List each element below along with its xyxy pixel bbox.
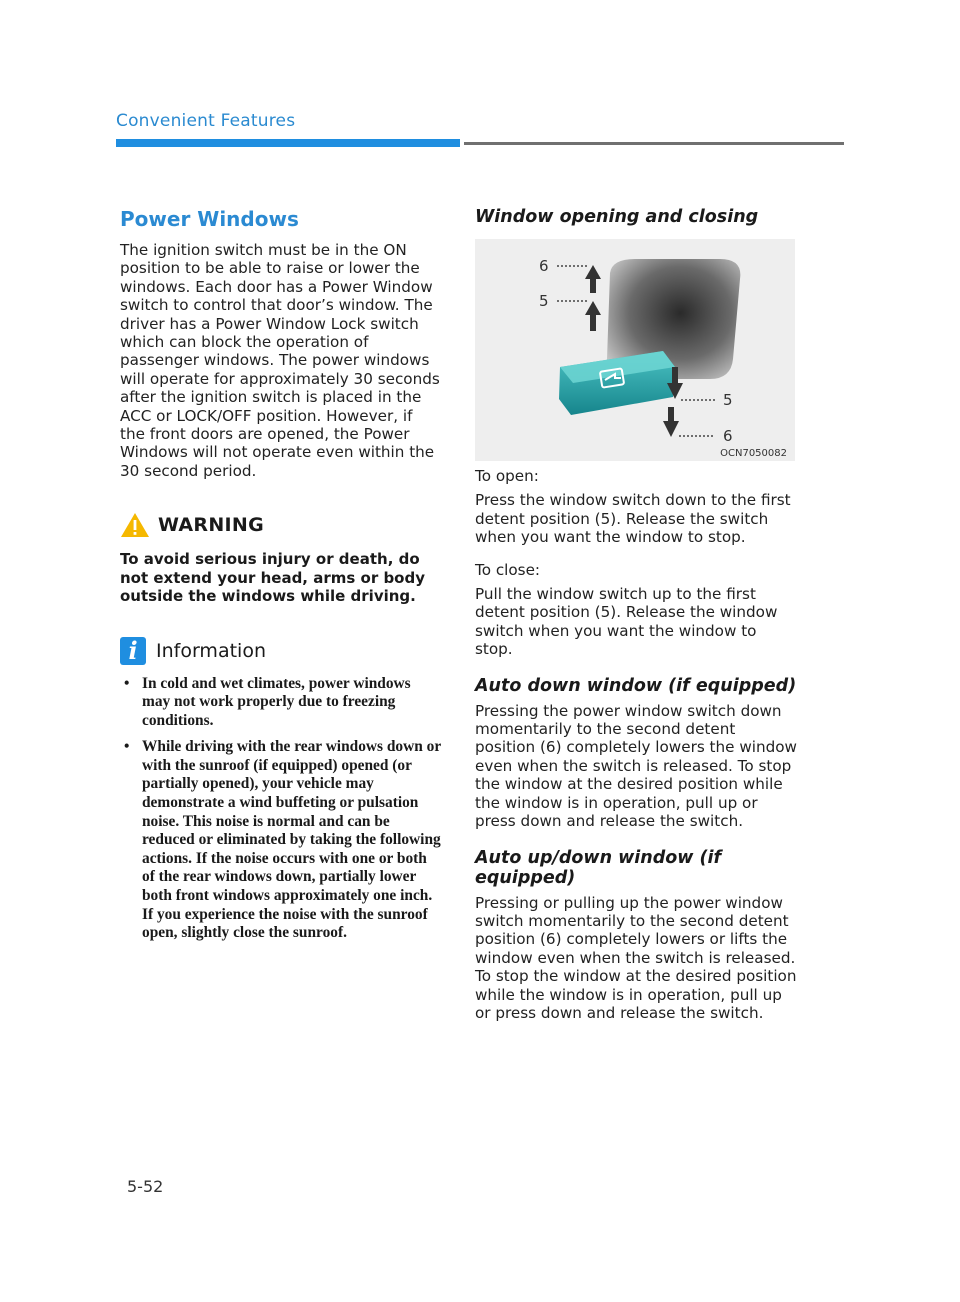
warning-text: To avoid serious injury or death, do not extend your head, arms or body outside the windows while driving.: [120, 550, 426, 606]
auto-down-title: Auto down window (if equipped): [475, 675, 797, 696]
list-item-text: In cold and wet climates, power windows may not work properly due to freezing conditions.: [142, 674, 411, 729]
list-item-text: While driving with the rear windows down or with the sunroof (if equipped) opened (or partially opened), your vehicle may demonstrate a wind buffeting or pulsation noise. This noise is normal and can be reduced or eliminated by taking the following actions. If the noise occurs with one or both of the rear windows down, partially lower both front windows approximately one inch. If you experience the noise with the sunroof open, slightly close the sunroof.: [142, 738, 441, 942]
figure-code: OCN7050082: [720, 448, 787, 459]
arrow-up-first: [557, 301, 601, 331]
right-column: [475, 207, 797, 1022]
section-title: Power Windows: [120, 207, 299, 231]
arrow-up-second: [557, 265, 601, 293]
auto-updown-title: Auto up/down window (if equipped): [475, 847, 722, 888]
opening-closing-title: Window opening and closing: [475, 207, 759, 227]
list-item: • In cold and wet climates, power windows may not work properly due to freezing conditions.: [124, 674, 411, 729]
close-text: Pull the window switch up to the first detent position (5). Release the window switch when you want the window to stop.: [475, 585, 778, 659]
warning-heading: [120, 511, 442, 539]
auto-updown-text: Pressing or pulling up the power window switch momentarily to the second detent position (6) completely lowers or lifts the window even when the switch is released. To stop the window at the desired position while the window is in operation, pull up or press down and release the switch.: [475, 893, 797, 1022]
label-down-first: 5: [723, 391, 733, 409]
arrow-down-second: [663, 407, 713, 437]
information-list: [120, 675, 442, 943]
label-up-second: 6: [539, 257, 549, 275]
information-icon: i: [120, 637, 146, 665]
open-label: To open:: [475, 467, 539, 485]
window-switch-illustration: [475, 239, 795, 461]
close-label: To close:: [475, 560, 541, 579]
intro-paragraph: The ignition switch must be in the ON position to be able to raise or lower the windows. Each door has a Power Window switch to control that door’s window. The driver has a Power Window Lock switch which can block the operation of passenger windows. The power windows will operate for approximately 30 seconds after the ignition switch is placed in the ACC or LOCK/OFF position. However, if the front doors are opened, the Power Windows will not operate even within the 30 second period.: [120, 241, 440, 480]
window-switch-figure: [475, 239, 795, 461]
information-heading: [120, 637, 442, 665]
left-column: [120, 207, 442, 951]
header-divider: [464, 142, 844, 145]
label-up-first: 5: [539, 292, 549, 310]
header-accent-bar: [116, 139, 460, 147]
information-title: Information: [156, 639, 266, 662]
chapter-title: Convenient Features: [116, 111, 296, 131]
label-down-second: 6: [723, 427, 733, 445]
page-number: 5-52: [127, 1177, 164, 1196]
auto-down-text: Pressing the power window switch down momentarily to the second detent position (6) completely lowers the window even when the switch is released. To stop the window at the desired position while the window is in operation, pull up or press down and release the switch.: [475, 701, 797, 831]
warning-icon: [120, 511, 150, 539]
open-text: Press the window switch down to the first detent position (5). Release the switch when you want the window to stop.: [475, 491, 791, 547]
warning-title: WARNING: [158, 514, 265, 537]
list-item: • While driving with the rear windows down or with the sunroof (if equipped) opened (or partially opened), your vehicle may demonstrate a wind buffeting or pulsation noise. This noise is normal and can be reduced or eliminated by taking the following actions. If the noise occurs with one or both of the rear windows down, partially lower both front windows approximately one inch. If you experience the noise with the sunroof open, slightly close the sunroof.: [124, 738, 441, 942]
